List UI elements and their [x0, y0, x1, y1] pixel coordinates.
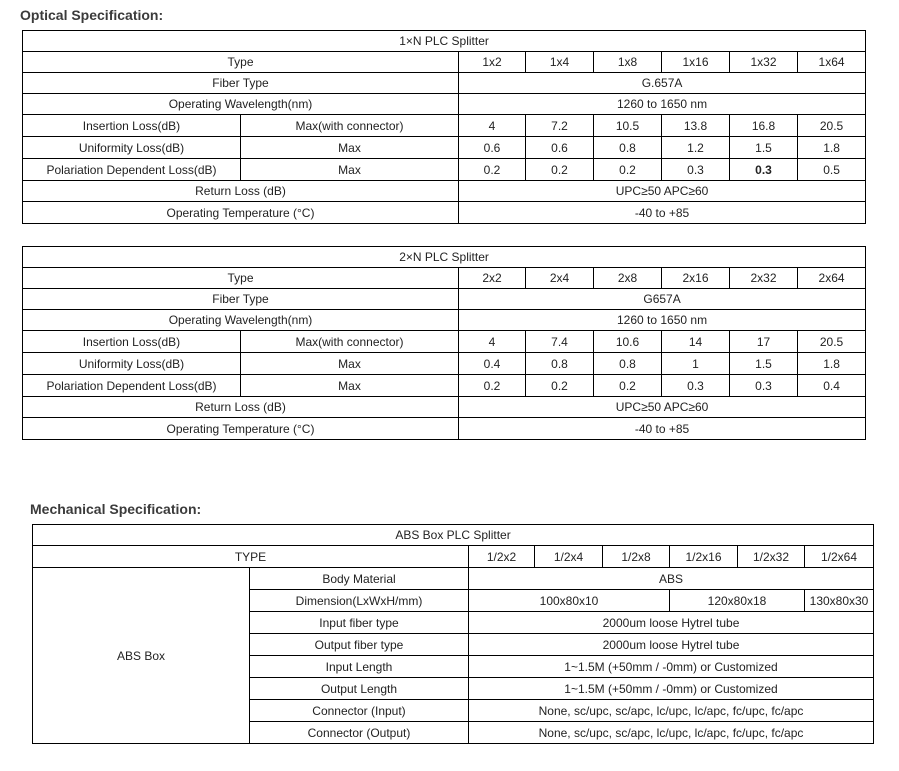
value-cell: 0.2 [594, 159, 662, 181]
value-cell: 0.4 [798, 375, 866, 397]
value-cell: 1.5 [730, 353, 798, 375]
body-material-value: ABS [469, 568, 874, 590]
value-cell: 13.8 [662, 115, 730, 137]
value-cell: 1.8 [798, 137, 866, 159]
table-title-row [33, 525, 874, 546]
value-cell: 0.3 [662, 375, 730, 397]
type-cell: 1x2 [459, 52, 526, 73]
uniformity-loss-label: Uniformity Loss(dB) [23, 353, 241, 375]
type-label: Type [23, 52, 459, 73]
value-cell: 1.5 [730, 137, 798, 159]
type-cell: 2x8 [594, 268, 662, 289]
value-cell: 14 [662, 331, 730, 353]
value-cell: 0.8 [594, 137, 662, 159]
value-cell: 7.4 [526, 331, 594, 353]
value-cell: 0.5 [798, 159, 866, 181]
return-loss-label: Return Loss (dB) [23, 397, 459, 418]
return-loss-row [23, 181, 866, 202]
value-cell: 1.2 [662, 137, 730, 159]
return-loss-row [23, 397, 866, 418]
value-cell: 7.2 [526, 115, 594, 137]
pdl-row [23, 375, 866, 397]
table-2xn-splitter [22, 246, 866, 440]
body-material-label: Body Material [250, 568, 469, 590]
value-cell: 0.6 [459, 137, 526, 159]
temperature-row [23, 202, 866, 224]
connector-output-label: Connector (Output) [250, 722, 469, 744]
type-cell: 1/2x4 [535, 546, 603, 568]
value-cell: 0.4 [459, 353, 526, 375]
uniformity-loss-label: Uniformity Loss(dB) [23, 137, 241, 159]
pdl-label: Polariation Dependent Loss(dB) [23, 375, 241, 397]
pdl-row [23, 159, 866, 181]
type-row [23, 52, 866, 73]
uniformity-loss-row [23, 353, 866, 375]
insertion-loss-row [23, 115, 866, 137]
dimension-value: 120x80x18 [670, 590, 805, 612]
value-cell: 0.2 [594, 375, 662, 397]
dimension-value: 130x80x30 [805, 590, 874, 612]
type-cell: 1x32 [730, 52, 798, 73]
return-loss-label: Return Loss (dB) [23, 181, 459, 202]
value-cell: 0.2 [526, 375, 594, 397]
value-cell: 0.3 [662, 159, 730, 181]
return-loss-value: UPC≥50 APC≥60 [459, 397, 866, 418]
temperature-label: Operating Temperature (°C) [23, 418, 459, 440]
fiber-type-label: Fiber Type [23, 289, 459, 310]
temperature-row [23, 418, 866, 440]
type-cell: 1x4 [526, 52, 594, 73]
type-cell: 1x16 [662, 52, 730, 73]
fiber-type-value: G.657A [459, 73, 866, 94]
value-cell: 0.2 [459, 375, 526, 397]
connector-output-value: None, sc/upc, sc/apc, lc/upc, lc/apc, fc/upc, fc/apc [469, 722, 874, 744]
type-cell: 2x16 [662, 268, 730, 289]
type-label: TYPE [33, 546, 469, 568]
wavelength-row [23, 310, 866, 331]
type-cell: 2x32 [730, 268, 798, 289]
type-cell: 2x2 [459, 268, 526, 289]
table-title: 2×N PLC Splitter [23, 247, 866, 268]
return-loss-value: UPC≥50 APC≥60 [459, 181, 866, 202]
dimension-label: Dimension(LxWxH/mm) [250, 590, 469, 612]
abs-box-label: ABS Box [33, 568, 250, 744]
wavelength-label: Operating Wavelength(nm) [23, 310, 459, 331]
mechanical-spec-heading: Mechanical Specification: [30, 501, 202, 517]
type-cell: 1x8 [594, 52, 662, 73]
input-length-label: Input Length [250, 656, 469, 678]
fiber-type-value: G657A [459, 289, 866, 310]
insertion-loss-label: Insertion Loss(dB) [23, 115, 241, 137]
value-cell: 10.6 [594, 331, 662, 353]
value-cell: 1.8 [798, 353, 866, 375]
value-cell: 1 [662, 353, 730, 375]
value-cell: 10.5 [594, 115, 662, 137]
optical-spec-heading: Optical Specification: [20, 7, 164, 23]
table-title: ABS Box PLC Splitter [33, 525, 874, 546]
value-cell: 0.3 [730, 159, 798, 181]
type-cell: 1/2x2 [469, 546, 535, 568]
insertion-loss-label: Insertion Loss(dB) [23, 331, 241, 353]
value-cell: 17 [730, 331, 798, 353]
type-cell: 1/2x64 [805, 546, 874, 568]
value-cell: 20.5 [798, 331, 866, 353]
temperature-value: -40 to +85 [459, 202, 866, 224]
uniformity-loss-sub: Max [241, 137, 459, 159]
table-abs-box-splitter [32, 524, 874, 744]
value-cell: 4 [459, 115, 526, 137]
wavelength-value: 1260 to 1650 nm [459, 310, 866, 331]
pdl-sub: Max [241, 375, 459, 397]
pdl-sub: Max [241, 159, 459, 181]
output-fiber-label: Output fiber type [250, 634, 469, 656]
fiber-type-row [23, 73, 866, 94]
table-1xn-splitter [22, 30, 866, 224]
output-length-label: Output Length [250, 678, 469, 700]
value-cell: 16.8 [730, 115, 798, 137]
type-cell: 2x4 [526, 268, 594, 289]
value-cell: 0.2 [459, 159, 526, 181]
table-title-row [23, 31, 866, 52]
type-cell: 1/2x32 [738, 546, 805, 568]
type-cell: 1x64 [798, 52, 866, 73]
value-cell: 0.8 [526, 353, 594, 375]
temperature-value: -40 to +85 [459, 418, 866, 440]
table-title-row [23, 247, 866, 268]
insertion-loss-sub: Max(with connector) [241, 115, 459, 137]
temperature-label: Operating Temperature (°C) [23, 202, 459, 224]
type-row [23, 268, 866, 289]
value-cell: 0.6 [526, 137, 594, 159]
uniformity-loss-sub: Max [241, 353, 459, 375]
value-cell: 0.2 [526, 159, 594, 181]
fiber-type-label: Fiber Type [23, 73, 459, 94]
table-title: 1×N PLC Splitter [23, 31, 866, 52]
fiber-type-row [23, 289, 866, 310]
wavelength-label: Operating Wavelength(nm) [23, 94, 459, 115]
connector-input-label: Connector (Input) [250, 700, 469, 722]
value-cell: 20.5 [798, 115, 866, 137]
type-label: Type [23, 268, 459, 289]
wavelength-value: 1260 to 1650 nm [459, 94, 866, 115]
type-cell: 2x64 [798, 268, 866, 289]
pdl-label: Polariation Dependent Loss(dB) [23, 159, 241, 181]
output-fiber-value: 2000um loose Hytrel tube [469, 634, 874, 656]
output-length-value: 1~1.5M (+50mm / -0mm) or Customized [469, 678, 874, 700]
type-cell: 1/2x16 [670, 546, 738, 568]
input-fiber-label: Input fiber type [250, 612, 469, 634]
insertion-loss-sub: Max(with connector) [241, 331, 459, 353]
insertion-loss-row [23, 331, 866, 353]
type-cell: 1/2x8 [603, 546, 670, 568]
uniformity-loss-row [23, 137, 866, 159]
wavelength-row [23, 94, 866, 115]
input-fiber-value: 2000um loose Hytrel tube [469, 612, 874, 634]
input-length-value: 1~1.5M (+50mm / -0mm) or Customized [469, 656, 874, 678]
body-material-row [33, 568, 874, 590]
dimension-value: 100x80x10 [469, 590, 670, 612]
type-row [33, 546, 874, 568]
value-cell: 4 [459, 331, 526, 353]
connector-input-value: None, sc/upc, sc/apc, lc/upc, lc/apc, fc/upc, fc/apc [469, 700, 874, 722]
value-cell: 0.3 [730, 375, 798, 397]
value-cell: 0.8 [594, 353, 662, 375]
